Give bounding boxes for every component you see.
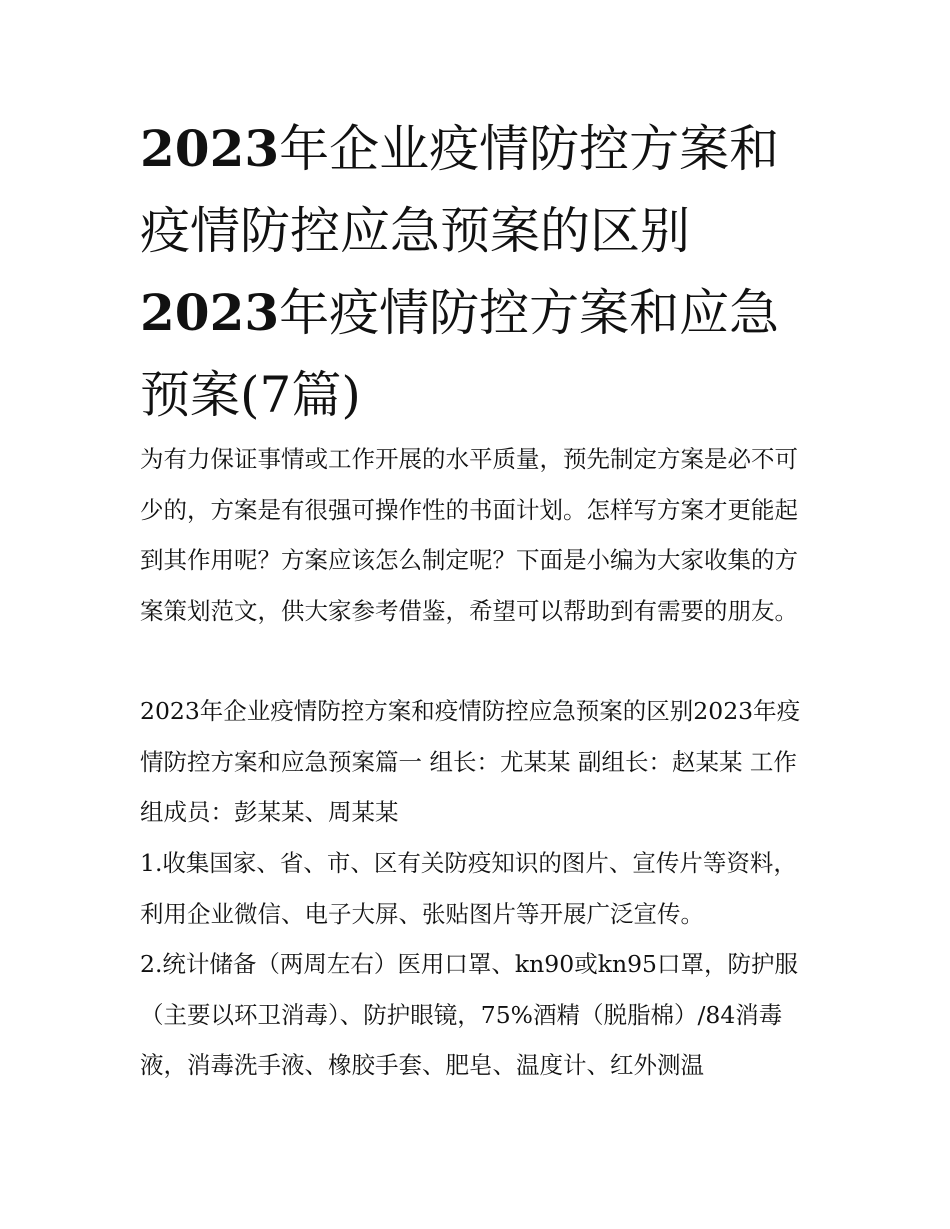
intro-paragraph: 为有力保证事情或工作开展的水平质量，预先制定方案是必不可少的，方案是有很强可操作性的书面计划。怎样写方案才更能起到其作用呢？方案应该怎么制定呢？下面是小编为大家收集的方案策划范文，供大家参考借鉴，希望可以帮助到有需要的朋友。 xyxy=(140,445,798,625)
section-heading-paragraph: 2023年企业疫情防控方案和疫情防控应急预案的区别2023年疫情防控方案和应急预案篇一 组长：尤某某 副组长：赵某某 工作组成员：彭某某、周某某 xyxy=(140,697,801,826)
list-item-1: 1.收集国家、省、市、区有关防疫知识的图片、宣传片等资料，利用企业微信、电子大屏、张贴图片等开展广泛宣传。 xyxy=(140,849,797,928)
list-item-2: 2.统计储备（两周左右）医用口罩、kn90或kn95口罩，防护服（主要以环卫消毒）、防护眼镜，75%酒精（脱脂棉）/84消毒液，消毒洗手液、橡胶手套、肥皂、温度计、红外测温 xyxy=(140,950,798,1079)
document-title xyxy=(140,108,820,436)
title-year-2: 2023 xyxy=(140,283,280,342)
title-year-1: 2023 xyxy=(140,119,280,178)
title-text-1: 年企业疫情防控方案和疫情防控应急预案的区别 xyxy=(140,120,780,260)
title-text-2: 年疫情防控方案和应急预案(7篇) xyxy=(140,284,780,424)
